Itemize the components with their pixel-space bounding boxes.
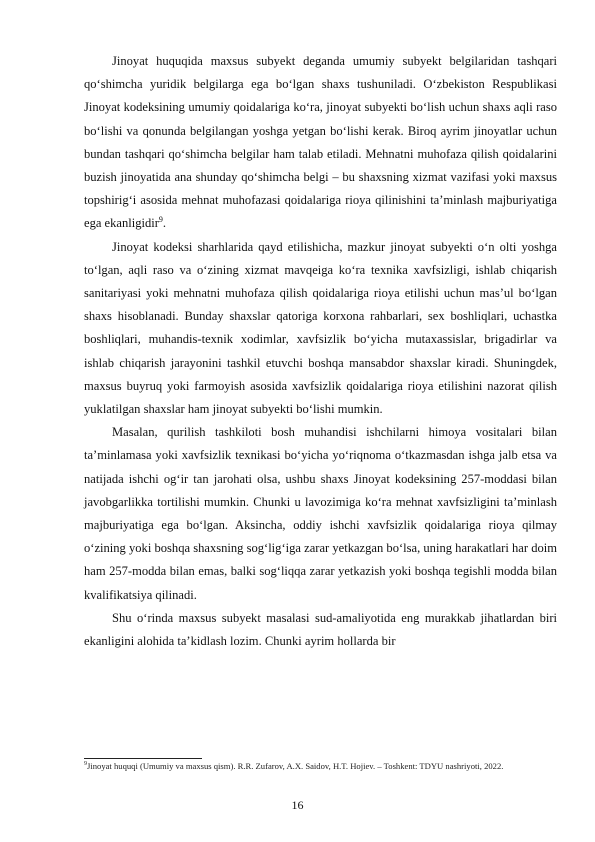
footnote-mark: 9 [84, 761, 87, 768]
footnote-reference: 9 [158, 215, 163, 225]
paragraph-2: Jinoyat kodeksi sharhlarida qayd etilishicha, mazkur jinoyat subyekti o‘n olti yoshga to‘lgan, aqli raso va o‘zining xizmat mavqeiga ko‘ra texnika xavfsizligi, ishlab chiqarish sanitariyasi yoki mehnatni muhofaza qilish qoidalariga rioya etilishi uchun mas’ul bo‘lgan shaxs hisoblanadi. Bunday shaxslar qatoriga korxona rahbarlari, sex boshliqlari, uchastka boshliqlari, muhandis-texnik xodimlar, xavfsizlik bo‘yicha mutaxassislar, brigadirlar va ishlab chiqarish jarayonini tashkil etuvchi boshqa mansabdor shaxslar kiradi. Shuningdek, maxsus buyruq yoki farmoyish asosida xavfsizlik qoidalariga rioya etilishini nazorat qilish yuklatilgan shaxslar ham jinoyat subyekti bo‘lishi mumkin. [84, 239, 557, 417]
footnote-text: Jinoyat huquqi (Umumiy va maxsus qism). R.R. Zufarov, A.X. Saidov, H.T. Hojiev. – Toshkent: TDYU nashriyoti, 2022. [87, 761, 504, 771]
paragraph-1-text: Jinoyat huquqida maxsus subyekt deganda umumiy subyekt belgilaridan tashqari qo‘shimcha yuridik belgilarga ega bo‘lgan shaxs tushuniladi. O‘zbekiston Respublikasi Jinoyat kodeksining umumiy qoidalariga ko‘ra, jinoyat subyekti bo‘lish uchun shaxs aqli raso bo‘lishi va qonunda belgilangan yoshga yetgan bo‘lishi kerak. Biroq ayrim jinoyatlar uchun bundan tashqari qo‘shimcha belgilar ham talab etiladi. Mehnatni muhofaza qilish qoidalarini buzish jinoyatida ana shunday qo‘shimcha belgi – bu shaxsning xizmat vazifasi yoki maxsus topshirig‘i asosida mehnat muhofazasi qoidalariga rioya qilinishini ta’minlash majburiyatiga ega ekanligidir [84, 54, 557, 231]
body-text [84, 50, 557, 653]
footnote [84, 760, 557, 773]
paragraph-3: Masalan, qurilish tashkiloti bosh muhandisi ishchilarni himoya vositalari bilan ta’minlamasa yoki xavfsizlik texnikasi bo‘yicha yo‘riqnoma o‘tkazmasdan ishga jalb etsa va natijada ishchi og‘ir tan jarohati olsa, ushbu shaxs Jinoyat kodeksining 257-moddasi bilan javobgarlikka tortilishi mumkin. Chunki u lavozimiga ko‘ra mehnat xavfsizligini ta’minlash majburiyatiga ega bo‘lgan. Aksincha, oddiy ishchi xavfsizlik qoidalariga rioya qilmay o‘zining yoki boshqa shaxsning sog‘lig‘iga zarar yetkazgan bo‘lsa, uning harakatlari har doim ham 257-modda bilan emas, balki sog‘liqqa zarar yetkazish yoki boshqa tegishli modda bilan kvalifikatsiya qilinadi. [84, 425, 557, 602]
page-number: 16 [291, 798, 304, 812]
footnote-divider [84, 758, 202, 759]
paragraph-1 [84, 50, 557, 236]
paragraph-4: Shu o‘rinda maxsus subyekt masalasi sud-amaliyotida eng murakkab jihatlardan biri ekanligini alohida ta’kidlash lozim. Chunki ayrim hollarda bir [84, 610, 557, 649]
paragraph-1-end: . [162, 216, 167, 231]
